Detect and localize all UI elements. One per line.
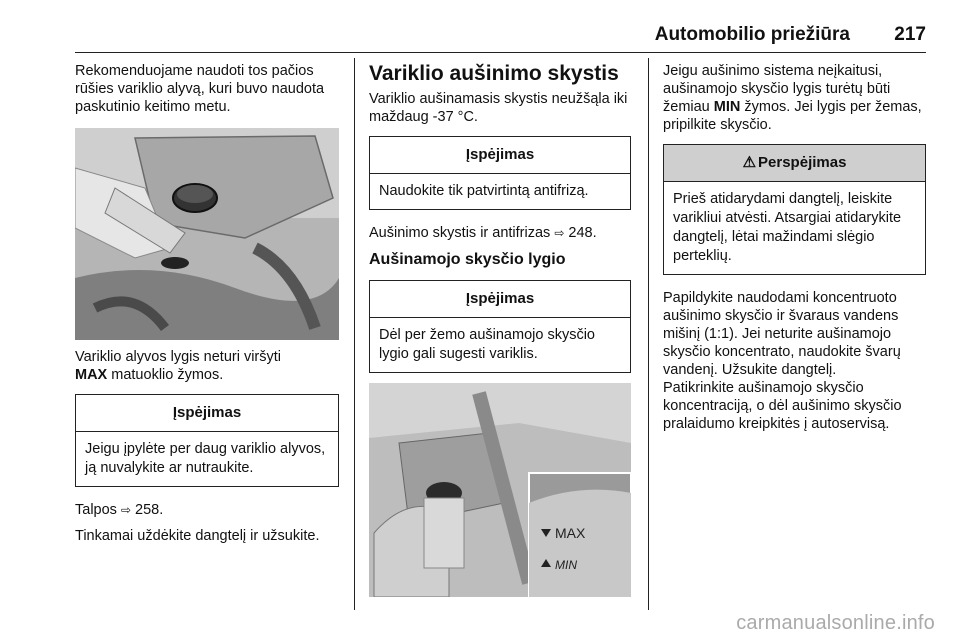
page-ref-arrow-icon: ⇨	[554, 226, 565, 240]
coolant-cold-level-paragraph	[663, 62, 926, 134]
cap-closing-paragraph: Tinkamai uždėkite dangtelį ir užsukite.	[75, 528, 320, 544]
caution-heading	[664, 145, 925, 182]
oil-level-text: Variklio alyvos lygis neturi viršyti	[75, 349, 282, 365]
warning-heading: Įspėjimas	[76, 395, 338, 432]
caution-heading-text: Perspėjimas	[758, 154, 847, 171]
coolant-warning-box-1	[369, 136, 631, 210]
coolant-warning-box-2	[369, 280, 631, 373]
column-2	[369, 62, 631, 597]
running-header-title: Automobilio priežiūra	[654, 24, 850, 45]
caution-triangle-icon: ⚠	[742, 154, 757, 171]
engine-oil-fill-photo	[75, 128, 339, 340]
caution-body: Prieš atidarydami dangtelį, leiskite varikliui atvėsti. Atsargiai atidarykite dangtelį, lėtai mažindami slėgio perteklių.	[673, 191, 902, 264]
coolant-heading: Variklio aušinimo skystis	[369, 62, 619, 85]
coolant-reservoir-photo	[369, 383, 631, 597]
coolant-level-subheading: Aušinamojo skysčio lygio	[369, 251, 566, 268]
page-number: 217	[894, 24, 926, 45]
coolant-intro-paragraph: Variklio aušinamasis skystis neužšąla iki maždaug -37 °C.	[369, 91, 628, 125]
coolant-reference-label: Aušinimo skystis ir antifrizas	[369, 225, 551, 241]
oil-level-paragraph	[75, 348, 339, 384]
cold-level-text: Jeigu aušinimo sistema neįkaitusi, aušinamojo skysčio lygis turėtų būti žemiau	[663, 63, 891, 115]
column-1	[75, 62, 339, 553]
warning-body: Naudokite tik patvirtintą antifrizą.	[379, 183, 589, 199]
watermark: carmanualsonline.info	[736, 612, 935, 634]
column-divider-2	[648, 58, 649, 610]
max-mark-photo-label: MAX	[555, 525, 586, 541]
oil-warning-box	[75, 394, 339, 487]
coolant-reference-page: 248.	[568, 225, 597, 241]
min-mark-photo-label: MIN	[555, 558, 577, 572]
column-divider-1	[354, 58, 355, 610]
coolant-reference[interactable]	[369, 224, 631, 242]
page-ref-arrow-icon: ⇨	[120, 503, 132, 517]
oil-intro-paragraph: Rekomenduojame naudoti tos pačios rūšies variklio alyvą, kuri buvo naudota paskutinio keitimo metu.	[75, 63, 325, 115]
warning-heading: Įspėjimas	[370, 137, 630, 174]
column-3	[663, 62, 926, 441]
warning-heading: Įspėjimas	[370, 281, 630, 318]
capacity-reference[interactable]	[75, 501, 339, 519]
warning-body: Jeigu įpylėte per daug variklio alyvos, ją nuvalykite ar nutraukite.	[85, 441, 326, 476]
caution-box	[663, 144, 926, 275]
header-rule	[75, 52, 926, 53]
cold-level-text-end: žymos. Jei lygis per žemas, pripilkite skysčio.	[663, 99, 922, 133]
oil-level-text-end: matuoklio žymos.	[107, 367, 224, 383]
capacity-reference-page: 258.	[135, 502, 164, 518]
warning-body: Dėl per žemo aušinamojo skysčio lygio gali sugesti variklis.	[379, 327, 595, 362]
concentration-paragraph: Patikrinkite aušinamojo skysčio koncentraciją, o dėl aušinimo skysčio pralaidumo kreipkitės į autoservisą.	[663, 380, 902, 432]
min-mark-label: MIN	[713, 99, 741, 115]
max-mark-label: MAX	[75, 367, 108, 383]
capacity-reference-label: Talpos	[75, 502, 117, 518]
refill-paragraph: Papildykite naudodami koncentruoto aušinimo skysčio ir švaraus vandens mišinį (1:1). Jei neturite aušinamojo skysčio koncentrato, naudokite švarų vandenį. Užsukite dangtelį.	[663, 290, 901, 378]
